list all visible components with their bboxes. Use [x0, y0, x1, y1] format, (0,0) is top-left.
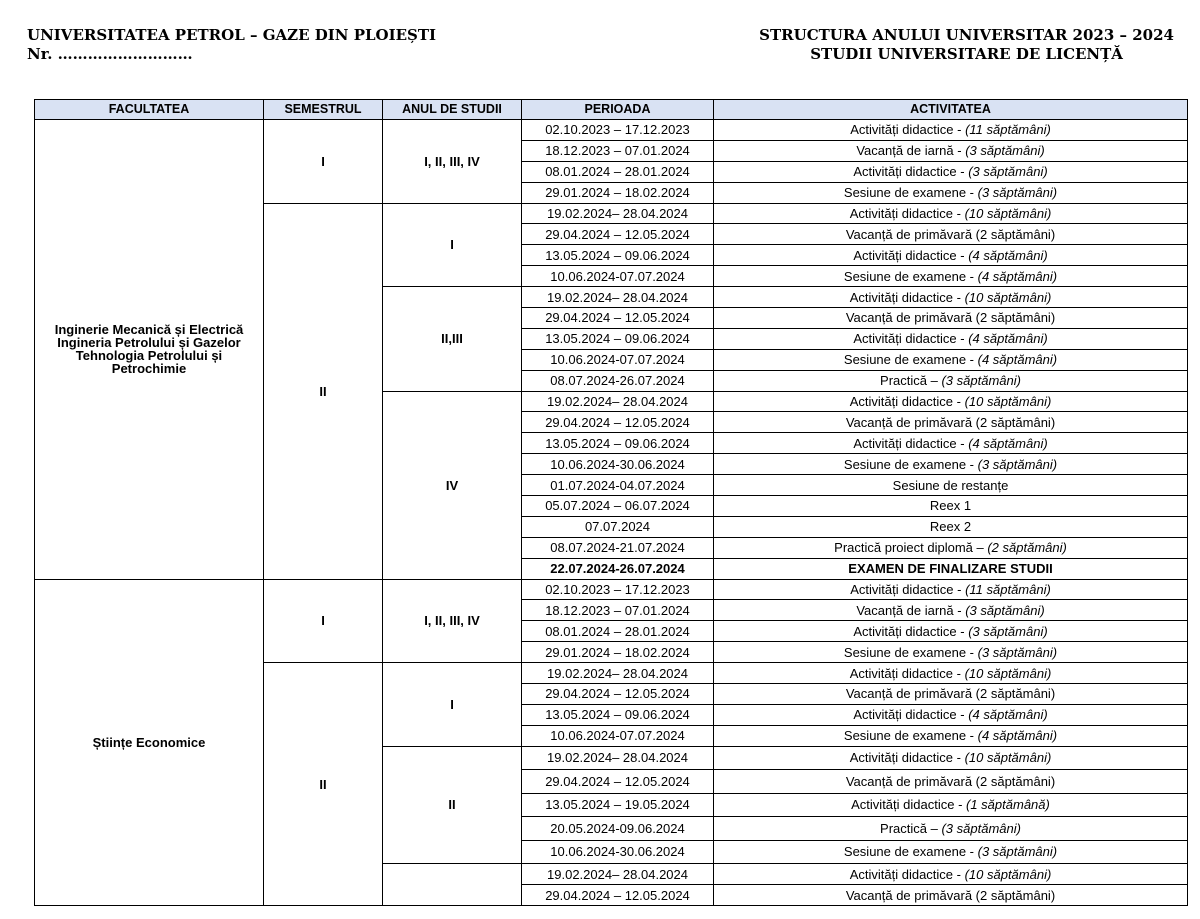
period-cell: 29.04.2024 – 12.05.2024 [522, 412, 714, 433]
study-year-cell [383, 746, 522, 864]
faculty-name-cell [35, 579, 264, 905]
document-header-right [759, 26, 1174, 64]
activity-duration: (3 săptămâni) [977, 644, 1058, 660]
activity-cell [714, 558, 1188, 579]
activity-cell [714, 704, 1188, 725]
activity-duration: (10 săptămâni) [964, 665, 1052, 681]
semester-cell [264, 663, 383, 906]
study-year-cell [383, 120, 522, 204]
semester-cell-text: II [319, 776, 327, 792]
activity-text: Sesiune de restanțe [892, 477, 1009, 493]
study-year-cell [383, 663, 522, 747]
activity-text: Activități didactice - [853, 331, 969, 347]
column-header-semestrul: SEMESTRUL [264, 100, 383, 120]
period-cell: 29.04.2024 – 12.05.2024 [522, 224, 714, 245]
activity-cell [714, 224, 1188, 245]
activity-cell [714, 663, 1188, 684]
study-year-cell [383, 203, 522, 287]
table-row [35, 120, 1188, 141]
activity-duration: (3 săptămâni) [941, 373, 1021, 389]
activity-text: Sesiune de examene - [843, 456, 978, 472]
semester-cell [264, 120, 383, 204]
activity-duration: (10 săptămâni) [964, 750, 1052, 766]
study-year-cell-text: II,III [441, 331, 463, 347]
period-cell: 13.05.2024 – 09.06.2024 [522, 704, 714, 725]
activity-cell [714, 120, 1188, 141]
activity-text: Practică – [880, 820, 942, 836]
activity-cell [714, 793, 1188, 817]
activity-text: Practică proiect diplomă – [834, 540, 988, 556]
period-cell: 10.06.2024-07.07.2024 [522, 725, 714, 746]
activity-text: Vacanță de iarnă - [856, 602, 966, 618]
activity-duration: (3 săptămâni) [968, 164, 1048, 180]
activity-cell [714, 746, 1188, 770]
activity-text: Activități didactice - [850, 122, 966, 138]
activity-duration: (11 săptămâni) [965, 122, 1051, 138]
activity-text: Reex 2 [929, 519, 972, 535]
faculty-name: Științe Economice [92, 734, 206, 750]
activity-text: Activități didactice - [853, 164, 969, 180]
activity-cell [714, 885, 1188, 906]
study-year-cell [383, 287, 522, 391]
activity-text: Activități didactice - [849, 289, 965, 305]
activity-text: Activități didactice - [853, 623, 969, 639]
activity-text: Activități didactice - [853, 247, 969, 263]
period-cell: 19.02.2024– 28.04.2024 [522, 864, 714, 885]
activity-duration: (10 săptămâni) [964, 394, 1052, 410]
period-cell: 08.01.2024 – 28.01.2024 [522, 161, 714, 182]
activity-text: Activități didactice - [849, 394, 965, 410]
activity-cell [714, 349, 1188, 370]
period-cell: 13.05.2024 – 09.06.2024 [522, 433, 714, 454]
activity-cell [714, 140, 1188, 161]
period-cell: 22.07.2024-26.07.2024 [522, 558, 714, 579]
activity-text: Activități didactice - [853, 435, 969, 451]
activity-cell [714, 621, 1188, 642]
activity-cell [714, 537, 1188, 558]
activity-text: Sesiune de examene - [843, 728, 978, 744]
activity-cell [714, 433, 1188, 454]
activity-duration: (3 săptămâni) [965, 602, 1045, 618]
period-cell: 19.02.2024– 28.04.2024 [522, 287, 714, 308]
activity-text: Activități didactice - [849, 206, 965, 221]
period-cell: 13.05.2024 – 19.05.2024 [522, 793, 714, 817]
activity-cell [714, 454, 1188, 475]
period-cell: 13.05.2024 – 09.06.2024 [522, 245, 714, 266]
activity-duration: (11 săptămâni) [965, 582, 1051, 598]
activity-text: Activități didactice - [853, 707, 969, 723]
activity-duration: (4 săptămâni) [968, 331, 1048, 347]
activity-cell [714, 391, 1188, 412]
period-cell: 29.01.2024 – 18.02.2024 [522, 182, 714, 203]
period-cell: 01.07.2024-04.07.2024 [522, 475, 714, 496]
faculty-name-line: Petrochimie [111, 361, 187, 377]
faculty-name-line: Ingineria Petrolului și Gazelor [57, 335, 241, 351]
period-cell: 19.02.2024– 28.04.2024 [522, 391, 714, 412]
activity-cell [714, 817, 1188, 841]
period-cell: 08.07.2024-21.07.2024 [522, 537, 714, 558]
activity-cell [714, 770, 1188, 794]
period-cell: 20.05.2024-09.06.2024 [522, 817, 714, 841]
semester-cell-text: I [321, 153, 325, 169]
period-cell: 10.06.2024-07.07.2024 [522, 266, 714, 287]
period-cell: 05.07.2024 – 06.07.2024 [522, 496, 714, 517]
document-header-left [27, 26, 436, 64]
activity-duration: (10 săptămâni) [964, 289, 1052, 305]
faculty-name-cell [35, 120, 264, 580]
activity-cell [714, 600, 1188, 621]
activity-text: Vacanță de primăvară (2 săptămâni) [845, 414, 1056, 430]
faculty-name-line: Inginerie Mecanică și Electrică [54, 322, 244, 338]
activity-duration: (3 săptămâni) [977, 844, 1058, 860]
activity-duration: (3 săptămâni) [965, 143, 1045, 159]
activity-duration: (4 săptămâni) [968, 435, 1048, 451]
activity-text: Vacanță de primăvară (2 săptămâni) [845, 310, 1056, 326]
activity-duration: (4 săptămâni) [977, 728, 1058, 744]
activity-text: Reex 1 [929, 498, 972, 514]
university-name: UNIVERSITATEA PETROL – GAZE DIN PLOIEȘTI [27, 26, 437, 44]
document-title: STRUCTURA ANULUI UNIVERSITAR 2023 – 2024 [759, 26, 1174, 44]
document-subtitle: STUDII UNIVERSITARE DE LICENȚĂ [810, 45, 1123, 63]
schedule-table [34, 99, 1188, 906]
column-header-facultatea: FACULTATEA [35, 100, 264, 120]
activity-text: Vacanță de primăvară (2 săptămâni) [845, 773, 1056, 789]
activity-cell [714, 475, 1188, 496]
activity-cell [714, 328, 1188, 349]
activity-cell [714, 516, 1188, 537]
period-cell: 19.02.2024– 28.04.2024 [522, 203, 714, 224]
column-header-anul: ANUL DE STUDII [383, 100, 522, 120]
period-cell: 19.02.2024– 28.04.2024 [522, 663, 714, 684]
semester-cell [264, 203, 383, 579]
activity-cell [714, 182, 1188, 203]
activity-cell [714, 245, 1188, 266]
activity-text: Sesiune de examene - [843, 844, 978, 860]
activity-duration: (4 săptămâni) [977, 268, 1058, 284]
semester-cell-text: II [319, 383, 327, 399]
activity-duration: (4 săptămâni) [968, 707, 1048, 723]
activity-duration: (10 săptămâni) [964, 206, 1052, 221]
study-year-cell-text: IV [445, 477, 459, 493]
study-year-cell [383, 579, 522, 663]
study-year-cell-text: I [450, 237, 454, 253]
period-cell: 10.06.2024-30.06.2024 [522, 454, 714, 475]
period-cell: 08.07.2024-26.07.2024 [522, 370, 714, 391]
period-cell: 07.07.2024 [522, 516, 714, 537]
activity-cell [714, 308, 1188, 329]
semester-cell-text: I [321, 613, 325, 629]
activity-duration: (3 săptămâni) [968, 623, 1048, 639]
activity-text: Activități didactice - [849, 750, 965, 766]
activity-cell [714, 266, 1188, 287]
faculty-name-line: Tehnologia Petrolului și [75, 348, 223, 364]
period-cell: 29.04.2024 – 12.05.2024 [522, 308, 714, 329]
activity-text: Vacanță de primăvară (2 săptămâni) [845, 226, 1056, 242]
activity-duration: (4 săptămâni) [977, 352, 1058, 368]
activity-duration: (4 săptămâni) [968, 247, 1048, 263]
period-cell: 18.12.2023 – 07.01.2024 [522, 140, 714, 161]
period-cell: 29.04.2024 – 12.05.2024 [522, 684, 714, 705]
activity-cell [714, 579, 1188, 600]
study-year-cell-text: II [448, 797, 456, 813]
document-number: Nr. ……………………… [27, 45, 193, 63]
table-header-row [35, 100, 1188, 120]
activity-text: Activități didactice - [850, 582, 966, 598]
activity-text: Sesiune de examene - [843, 185, 978, 201]
column-header-perioada: PERIOADA [522, 100, 714, 120]
period-cell: 10.06.2024-30.06.2024 [522, 840, 714, 864]
activity-cell [714, 203, 1188, 224]
activity-duration: (2 săptămâni) [987, 540, 1067, 556]
table-row [35, 579, 1188, 600]
activity-text: Activități didactice - [849, 665, 965, 681]
activity-cell [714, 161, 1188, 182]
activity-cell [714, 864, 1188, 885]
activity-cell [714, 496, 1188, 517]
period-cell: 02.10.2023 – 17.12.2023 [522, 579, 714, 600]
activity-cell [714, 642, 1188, 663]
activity-duration: (10 săptămâni) [964, 866, 1052, 882]
activity-text: Sesiune de examene - [843, 644, 978, 660]
activity-duration: (1 săptămână) [966, 797, 1050, 813]
activity-text: Sesiune de examene - [843, 268, 978, 284]
activity-text: Vacanță de primăvară (2 săptămâni) [845, 887, 1056, 903]
activity-text: EXAMEN DE FINALIZARE STUDII [848, 561, 1053, 577]
study-year-cell-text: I, II, III, IV [424, 153, 480, 169]
activity-cell [714, 287, 1188, 308]
period-cell: 02.10.2023 – 17.12.2023 [522, 120, 714, 141]
activity-text: Activități didactice - [849, 866, 965, 882]
activity-duration: (3 săptămâni) [977, 185, 1058, 201]
activity-cell [714, 412, 1188, 433]
period-cell: 10.06.2024-07.07.2024 [522, 349, 714, 370]
period-cell: 13.05.2024 – 09.06.2024 [522, 328, 714, 349]
activity-cell [714, 725, 1188, 746]
study-year-cell [383, 391, 522, 579]
activity-duration: (3 săptămâni) [941, 820, 1021, 836]
period-cell: 08.01.2024 – 28.01.2024 [522, 621, 714, 642]
period-cell: 29.04.2024 – 12.05.2024 [522, 885, 714, 906]
activity-cell [714, 684, 1188, 705]
activity-text: Activități didactice - [851, 797, 967, 813]
study-year-cell-text: I [450, 696, 454, 712]
activity-cell [714, 370, 1188, 391]
period-cell: 19.02.2024– 28.04.2024 [522, 746, 714, 770]
activity-cell [714, 840, 1188, 864]
activity-text: Sesiune de examene - [843, 352, 978, 368]
activity-text: Practică – [880, 373, 942, 389]
column-header-activitatea: ACTIVITATEA [714, 100, 1188, 120]
schedule-body [35, 120, 1188, 906]
semester-cell [264, 579, 383, 663]
period-cell: 18.12.2023 – 07.01.2024 [522, 600, 714, 621]
activity-text: Vacanță de iarnă - [856, 143, 966, 159]
study-year-cell [383, 864, 522, 906]
activity-duration: (3 săptămâni) [977, 456, 1058, 472]
period-cell: 29.01.2024 – 18.02.2024 [522, 642, 714, 663]
study-year-cell-text: I, II, III, IV [424, 613, 480, 629]
period-cell: 29.04.2024 – 12.05.2024 [522, 770, 714, 794]
activity-text: Vacanță de primăvară (2 săptămâni) [845, 686, 1056, 702]
